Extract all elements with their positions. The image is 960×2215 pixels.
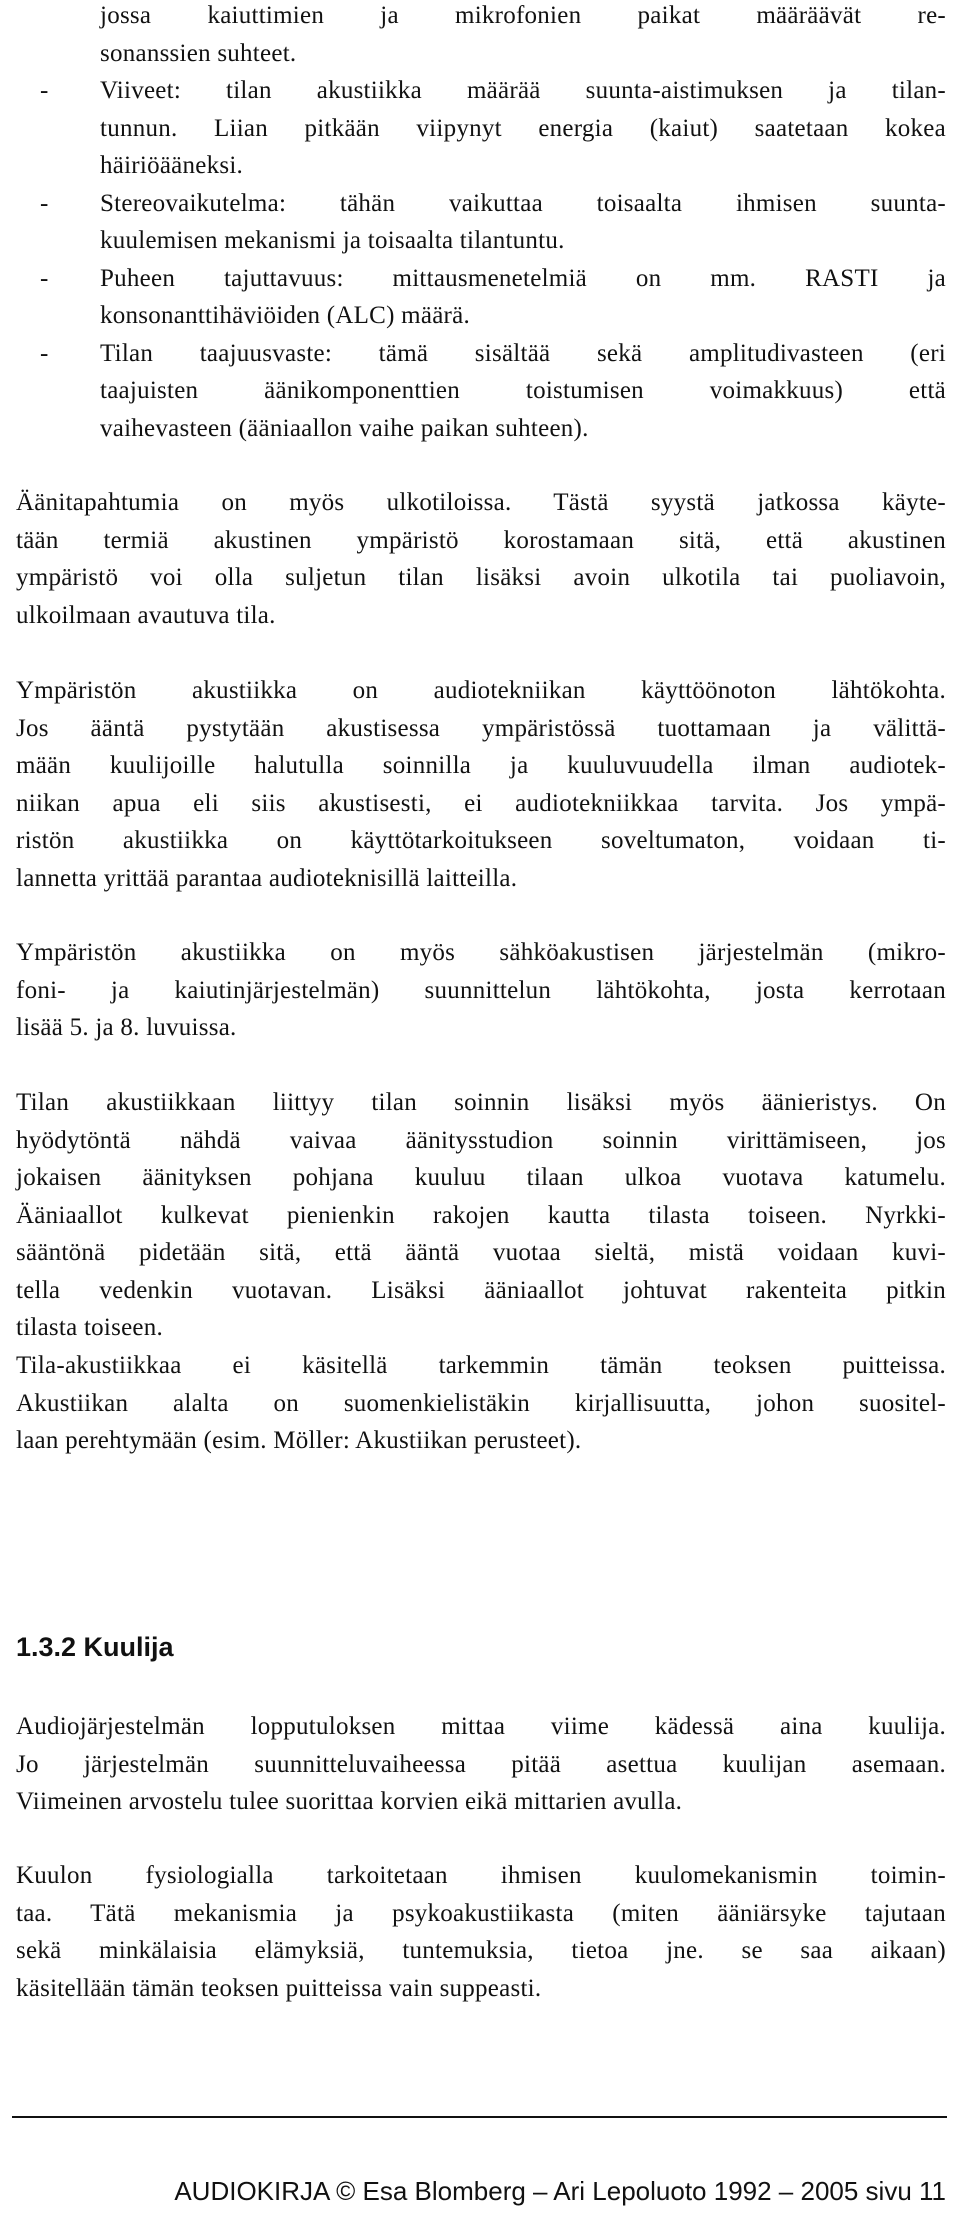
list-bullet: - <box>40 189 49 217</box>
paragraph-line: sääntönä pidetään sitä, että ääntä vuotaa sieltä, mistä voidaan kuvi- <box>16 1239 946 1266</box>
list-item-line: vaihevasteen (ääniaallon vaihe paikan suhteen). <box>100 414 589 442</box>
list-item-line: häiriöääneksi. <box>100 152 244 179</box>
list-bullet: - <box>40 77 49 104</box>
section-heading: 1.3.2 Kuulija <box>16 1632 174 1662</box>
section-paragraph-line: taa. Tätä mekanismia ja psykoakustiikasta (miten ääniärsyke tajutaan <box>16 1899 946 1927</box>
list-item-line: tunnun. Liian pitkään viipynyt energia (kaiut) saatetaan kokea <box>100 114 946 142</box>
paragraph-line: tilasta toiseen. <box>16 1314 164 1341</box>
list-bullet: - <box>40 264 49 292</box>
paragraph-line: lisää 5. ja 8. luvuissa. <box>16 1014 237 1041</box>
list-item-line: Tilan taajuusvaste: tämä sisältää sekä amplitudivasteen (eri <box>100 339 946 367</box>
paragraph-line: mään kuulijoille halutulla soinnilla ja kuuluvuudella ilman audiotek- <box>16 752 946 779</box>
paragraph-line: jokaisen äänityksen pohjana kuuluu tilaan ulkoa vuotava katumelu. <box>16 1164 946 1191</box>
section-paragraph-line: Viimeinen arvostelu tulee suorittaa korvien eikä mittarien avulla. <box>16 1788 683 1815</box>
paragraph-line: Ympäristön akustiikka on myös sähköakustisen järjestelmän (mikro- <box>16 939 946 966</box>
page-footer: AUDIOKIRJA © Esa Blomberg – Ari Lepoluoto 1992 – 2005 sivu 11 <box>174 2176 946 2206</box>
paragraph-line: Jos ääntä pystytään akustisessa ympäristössä tuottamaan ja välittä- <box>16 714 946 742</box>
paragraph-line: Äänitapahtumia on myös ulkotiloissa. Tästä syystä jatkossa käyte- <box>16 489 946 516</box>
section-paragraph-line: Audiojärjestelmän lopputuloksen mittaa viime kädessä aina kuulija. <box>16 1713 946 1740</box>
paragraph-line: Tilan akustiikkaan liittyy tilan soinnin lisäksi myös äänieristys. On <box>16 1089 946 1116</box>
paragraph-line: Ääniaallot kulkevat pienienkin rakojen kautta tilasta toiseen. Nyrkki- <box>16 1201 946 1229</box>
paragraph-line: foni- ja kaiutinjärjestelmän) suunnittelun lähtökohta, josta kerrotaan <box>16 976 946 1004</box>
paragraph-line: ristön akustiikka on käyttötarkoitukseen soveltumaton, voidaan ti- <box>16 827 946 854</box>
list-item-line: sonanssien suhteet. <box>100 39 297 67</box>
list-item-line: Puheen tajuttavuus: mittausmenetelmiä on mm. RASTI ja <box>100 264 946 292</box>
paragraph-line: Tila-akustiikkaa ei käsitellä tarkemmin tämän teoksen puitteissa. <box>16 1352 946 1379</box>
paragraph-line: lannetta yrittää parantaa audioteknisillä laitteilla. <box>16 864 518 892</box>
paragraph-line: tään termiä akustinen ympäristö korostamaan sitä, että akustinen <box>16 526 946 554</box>
paragraph-line: hyödytöntä nähdä vaivaa äänitysstudion soinnin virittämiseen, jos <box>16 1126 946 1154</box>
footer-divider <box>12 2116 947 2118</box>
list-item-line: Viiveet: tilan akustiikka määrää suunta-aistimuksen ja tilan- <box>100 77 946 104</box>
section-paragraph-line: Jo järjestelmän suunnitteluvaiheessa pitää asettua kuulijan asemaan. <box>16 1750 946 1778</box>
paragraph-line: ympäristö voi olla suljetun tilan lisäksi avoin ulkotila tai puoliavoin, <box>16 564 946 591</box>
paragraph-line: tella vedenkin vuotavan. Lisäksi ääniaallot johtuvat rakenteita pitkin <box>16 1276 946 1304</box>
list-item-line: kuulemisen mekanismi ja toisaalta tilantuntu. <box>100 227 565 254</box>
list-item-line: taajuisten äänikomponenttien toistumisen voimakkuus) että <box>100 377 946 404</box>
list-item-line: jossa kaiuttimien ja mikrofonien paikat määräävät re- <box>100 2 946 29</box>
paragraph-line: Akustiikan alalta on suomenkielistäkin kirjallisuutta, johon suositel- <box>16 1389 946 1417</box>
paragraph-line: laan perehtymään (esim. Möller: Akustiikan perusteet). <box>16 1427 582 1454</box>
paragraph-line: ulkoilmaan avautuva tila. <box>16 601 276 629</box>
section-paragraph-line: käsitellään tämän teoksen puitteissa vain suppeasti. <box>16 1974 542 2002</box>
list-bullet: - <box>40 339 49 367</box>
paragraph-line: Ympäristön akustiikka on audiotekniikan käyttöönoton lähtökohta. <box>16 677 946 704</box>
section-paragraph-line: sekä minkälaisia elämyksiä, tuntemuksia, tietoa jne. se saa aikaan) <box>16 1937 946 1964</box>
list-item-line: konsonanttihäviöiden (ALC) määrä. <box>100 302 470 329</box>
list-item-line: Stereovaikutelma: tähän vaikuttaa toisaalta ihmisen suunta- <box>100 189 946 217</box>
paragraph-line: niikan apua eli siis akustisesti, ei audiotekniikkaa tarvita. Jos ympä- <box>16 789 946 817</box>
section-paragraph-line: Kuulon fysiologialla tarkoitetaan ihmisen kuulomekanismin toimin- <box>16 1862 946 1889</box>
